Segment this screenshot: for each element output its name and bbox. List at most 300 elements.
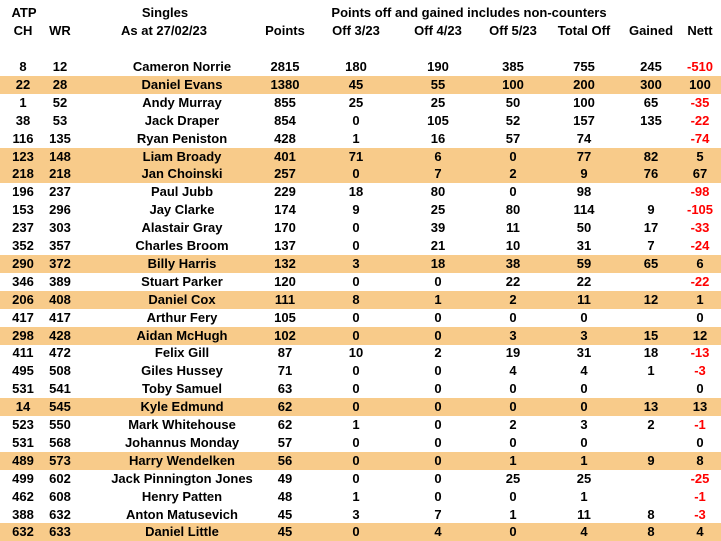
cell-nett: -3 <box>694 506 706 522</box>
cell-gained: 82 <box>643 148 659 164</box>
header-as-at: As at 27/02/23 <box>120 23 208 38</box>
cell-off-3-23: 0 <box>352 434 360 450</box>
cell-off-3-23: 0 <box>352 166 360 182</box>
cell-off-4-23: 0 <box>434 417 442 432</box>
cell-ch: 14 <box>15 399 31 415</box>
cell-off-3-23: 1 <box>352 488 360 504</box>
cell-ch: 531 <box>12 434 34 450</box>
cell-gained: 76 <box>643 166 659 182</box>
cell-points: 428 <box>274 130 296 146</box>
cell-off-4-23: 80 <box>430 184 446 200</box>
table-row <box>0 94 721 112</box>
cell-ch: 218 <box>12 166 34 182</box>
cell-ch: 237 <box>12 220 34 236</box>
cell-player-name: Stuart Parker <box>141 273 223 289</box>
cell-off-3-23: 25 <box>348 94 364 110</box>
table-row <box>0 488 721 506</box>
cell-off-4-23: 4 <box>434 524 442 540</box>
cell-ch: 499 <box>12 470 34 486</box>
cell-off-4-23: 0 <box>434 273 442 289</box>
cell-player-name: Johannus Monday <box>124 434 240 450</box>
table-row <box>0 165 721 183</box>
cell-gained: 15 <box>643 327 659 343</box>
table-row <box>0 506 721 524</box>
cell-points: 174 <box>274 202 296 218</box>
cell-gained: 1 <box>647 363 655 379</box>
cell-off-5-23: 1 <box>509 452 517 468</box>
cell-off-3-23: 0 <box>352 273 360 289</box>
cell-nett: -33 <box>690 220 710 236</box>
cell-points: 56 <box>277 452 293 468</box>
cell-player-name: Toby Samuel <box>142 381 222 397</box>
cell-points: 401 <box>274 148 296 164</box>
cell-off-3-23: 71 <box>348 148 364 164</box>
cell-points: 49 <box>277 470 293 486</box>
cell-points: 102 <box>274 327 296 343</box>
cell-off-5-23: 0 <box>509 434 517 450</box>
cell-player-name: Harry Wendelken <box>129 452 235 468</box>
cell-off-5-23: 11 <box>506 220 520 236</box>
cell-wr: 568 <box>49 434 71 450</box>
cell-wr: 545 <box>49 399 71 415</box>
cell-off-5-23: 80 <box>505 202 521 218</box>
table-row <box>0 237 721 255</box>
cell-total-off: 9 <box>580 166 588 182</box>
cell-off-5-23: 57 <box>505 130 521 146</box>
cell-nett: 6 <box>696 255 704 271</box>
cell-player-name: Daniel Cox <box>148 291 216 307</box>
table-row <box>0 398 721 416</box>
cell-player-name: Jack Draper <box>144 112 220 128</box>
cell-points: 71 <box>277 363 293 379</box>
cell-points: 2815 <box>270 59 300 74</box>
cell-off-4-23: 190 <box>427 59 449 74</box>
cell-player-name: Alastair Gray <box>141 220 223 236</box>
table-row <box>0 58 721 76</box>
cell-off-3-23: 10 <box>348 345 364 361</box>
cell-off-3-23: 1 <box>352 130 360 146</box>
cell-points: 137 <box>274 238 296 253</box>
cell-ch: 290 <box>12 255 34 271</box>
cell-nett: -510 <box>686 59 714 74</box>
cell-ch: 462 <box>12 488 34 504</box>
cell-ch: 352 <box>12 238 34 253</box>
cell-off-3-23: 0 <box>352 452 360 468</box>
cell-total-off: 1 <box>580 488 588 504</box>
cell-total-off: 3 <box>580 327 588 343</box>
cell-wr: 389 <box>49 273 71 289</box>
cell-points: 120 <box>274 273 296 289</box>
cell-nett: -98 <box>690 184 710 200</box>
cell-nett: 0 <box>696 381 704 397</box>
cell-player-name: Jay Clarke <box>149 202 215 218</box>
header-gained: Gained <box>628 23 674 38</box>
header-total-off: Total Off <box>557 23 611 38</box>
cell-total-off: 0 <box>580 381 588 397</box>
cell-wr: 237 <box>49 184 71 200</box>
cell-off-5-23: 2 <box>509 291 517 307</box>
cell-off-5-23: 52 <box>505 112 521 128</box>
cell-nett: -3 <box>694 363 706 379</box>
cell-gained: 300 <box>640 76 662 92</box>
cell-player-name: Daniel Evans <box>141 76 223 92</box>
cell-off-5-23: 100 <box>502 76 524 92</box>
cell-nett: -35 <box>690 94 710 110</box>
cell-points: 111 <box>274 291 296 307</box>
header-off-3-23: Off 3/23 <box>332 23 380 38</box>
cell-off-5-23: 25 <box>505 470 521 486</box>
cell-points: 45 <box>277 506 293 522</box>
cell-off-5-23: 10 <box>505 238 521 253</box>
cell-total-off: 100 <box>573 94 595 110</box>
cell-off-4-23: 18 <box>430 255 446 271</box>
cell-total-off: 0 <box>580 309 588 325</box>
cell-gained: 2 <box>647 417 655 432</box>
cell-off-5-23: 50 <box>505 94 521 110</box>
cell-total-off: 98 <box>576 184 592 200</box>
cell-ch: 298 <box>12 327 34 343</box>
cell-wr: 550 <box>49 417 71 432</box>
cell-total-off: 4 <box>580 524 588 540</box>
cell-off-3-23: 180 <box>345 59 367 74</box>
cell-nett: -105 <box>686 202 714 218</box>
cell-player-name: Jan Choinski <box>141 166 223 182</box>
cell-ch: 153 <box>12 202 34 218</box>
cell-total-off: 31 <box>576 345 592 361</box>
cell-off-5-23: 3 <box>509 327 517 343</box>
cell-off-4-23: 25 <box>430 94 446 110</box>
cell-wr: 508 <box>49 363 71 379</box>
cell-points: 48 <box>277 488 293 504</box>
cell-total-off: 11 <box>577 291 591 307</box>
cell-wr: 135 <box>49 130 71 146</box>
table-row <box>0 76 721 94</box>
cell-off-4-23: 0 <box>434 381 442 397</box>
cell-gained: 9 <box>647 202 655 218</box>
cell-nett: 12 <box>692 327 708 343</box>
cell-off-3-23: 0 <box>352 112 360 128</box>
table-row <box>0 273 721 291</box>
header-off-4-23: Off 4/23 <box>414 23 462 38</box>
cell-wr: 633 <box>49 524 71 540</box>
cell-nett: -22 <box>690 112 710 128</box>
cell-off-3-23: 0 <box>352 399 360 415</box>
cell-nett: 13 <box>692 399 708 415</box>
cell-nett: 1 <box>696 291 704 307</box>
cell-gained: 9 <box>647 452 655 468</box>
cell-off-5-23: 385 <box>502 59 524 74</box>
cell-points: 87 <box>277 345 293 361</box>
cell-gained: 8 <box>647 524 655 540</box>
cell-off-3-23: 9 <box>352 202 360 218</box>
cell-ch: 531 <box>12 381 34 397</box>
cell-nett: -13 <box>690 345 710 361</box>
cell-total-off: 11 <box>577 506 591 522</box>
cell-off-5-23: 4 <box>509 363 517 379</box>
header-nett: Nett <box>687 23 713 38</box>
cell-wr: 53 <box>52 112 68 128</box>
cell-nett: -24 <box>690 238 710 253</box>
cell-ch: 38 <box>15 112 31 128</box>
cell-player-name: Liam Broady <box>142 148 222 164</box>
table-row <box>0 434 721 452</box>
cell-off-5-23: 0 <box>509 524 517 540</box>
cell-gained: 135 <box>640 112 662 128</box>
cell-off-4-23: 0 <box>434 309 442 325</box>
cell-gained: 65 <box>643 94 659 110</box>
table-row <box>0 470 721 488</box>
table-row <box>0 130 721 148</box>
cell-off-3-23: 0 <box>352 363 360 379</box>
cell-total-off: 200 <box>573 76 595 92</box>
cell-player-name: Kyle Edmund <box>140 399 224 415</box>
table-row <box>0 309 721 327</box>
cell-points: 57 <box>277 434 293 450</box>
cell-gained: 18 <box>643 345 659 361</box>
cell-off-4-23: 55 <box>430 76 446 92</box>
cell-player-name: Felix Gill <box>154 345 210 361</box>
cell-total-off: 157 <box>573 112 595 128</box>
cell-points: 1380 <box>270 76 300 92</box>
cell-wr: 541 <box>49 381 71 397</box>
cell-nett: -74 <box>690 130 710 146</box>
cell-total-off: 0 <box>580 399 588 415</box>
cell-off-5-23: 0 <box>509 399 517 415</box>
cell-off-3-23: 0 <box>352 309 360 325</box>
cell-off-4-23: 6 <box>434 148 442 164</box>
table-row <box>0 380 721 398</box>
cell-points: 132 <box>274 255 296 271</box>
table-row <box>0 148 721 166</box>
cell-player-name: Charles Broom <box>135 238 229 253</box>
cell-off-4-23: 39 <box>430 220 446 236</box>
cell-ch: 388 <box>12 506 34 522</box>
cell-gained: 8 <box>647 506 655 522</box>
cell-points: 257 <box>274 166 296 182</box>
cell-nett: 5 <box>696 148 704 164</box>
cell-total-off: 4 <box>580 363 588 379</box>
cell-off-3-23: 3 <box>352 255 360 271</box>
cell-nett: 4 <box>696 524 704 540</box>
cell-off-4-23: 105 <box>427 112 449 128</box>
cell-points: 62 <box>277 417 293 432</box>
cell-nett: 100 <box>689 76 711 92</box>
cell-ch: 22 <box>15 76 31 92</box>
cell-nett: 67 <box>692 166 708 182</box>
header-singles: Singles <box>141 5 189 20</box>
cell-off-3-23: 0 <box>352 381 360 397</box>
cell-off-4-23: 0 <box>434 327 442 343</box>
cell-off-5-23: 38 <box>505 255 521 271</box>
cell-nett: -1 <box>694 488 706 504</box>
cell-player-name: Arthur Fery <box>146 309 218 325</box>
table-row <box>0 291 721 309</box>
cell-total-off: 59 <box>576 255 592 271</box>
cell-player-name: Billy Harris <box>147 255 217 271</box>
cell-off-3-23: 0 <box>352 220 360 236</box>
cell-total-off: 3 <box>580 417 588 432</box>
cell-off-5-23: 19 <box>505 345 521 361</box>
cell-player-name: Henry Patten <box>141 488 223 504</box>
cell-off-4-23: 21 <box>430 238 446 253</box>
cell-off-3-23: 8 <box>352 291 360 307</box>
cell-off-5-23: 0 <box>509 148 517 164</box>
table-row <box>0 183 721 201</box>
cell-wr: 417 <box>49 309 71 325</box>
cell-total-off: 1 <box>580 452 588 468</box>
cell-total-off: 31 <box>576 238 592 253</box>
cell-gained: 7 <box>647 238 655 253</box>
cell-wr: 52 <box>52 94 68 110</box>
cell-off-4-23: 7 <box>434 506 442 522</box>
cell-player-name: Giles Hussey <box>141 363 223 379</box>
cell-wr: 472 <box>49 345 71 361</box>
cell-nett: 0 <box>696 434 704 450</box>
cell-off-5-23: 2 <box>509 166 517 182</box>
cell-wr: 12 <box>52 59 68 74</box>
cell-points: 170 <box>274 220 296 236</box>
table-row <box>0 344 721 362</box>
cell-off-4-23: 0 <box>434 488 442 504</box>
cell-off-4-23: 1 <box>434 291 442 307</box>
cell-gained: 245 <box>640 59 662 74</box>
cell-total-off: 22 <box>576 273 592 289</box>
cell-wr: 372 <box>49 255 71 271</box>
table-row <box>0 112 721 130</box>
cell-ch: 123 <box>12 148 34 164</box>
cell-off-3-23: 0 <box>352 238 360 253</box>
cell-player-name: Andy Murray <box>142 94 222 110</box>
cell-off-3-23: 1 <box>352 417 360 432</box>
cell-wr: 573 <box>49 452 71 468</box>
table-row <box>0 255 721 273</box>
cell-wr: 357 <box>49 238 71 253</box>
cell-ch: 495 <box>12 363 34 379</box>
cell-off-3-23: 0 <box>352 327 360 343</box>
cell-points: 63 <box>277 381 293 397</box>
cell-ch: 196 <box>12 184 34 200</box>
cell-gained: 12 <box>643 291 659 307</box>
cell-wr: 602 <box>49 470 71 486</box>
cell-total-off: 50 <box>576 220 592 236</box>
header-points: Points <box>265 23 305 38</box>
cell-ch: 346 <box>12 273 34 289</box>
cell-ch: 417 <box>12 309 34 325</box>
cell-off-5-23: 0 <box>509 184 517 200</box>
cell-player-name: Ryan Peniston <box>136 130 228 146</box>
cell-player-name: Aidan McHugh <box>136 327 228 343</box>
header-atp: ATP <box>11 5 37 20</box>
cell-wr: 408 <box>49 291 71 307</box>
table-row <box>0 219 721 237</box>
cell-off-5-23: 0 <box>509 488 517 504</box>
cell-ch: 632 <box>12 524 34 540</box>
table-row <box>0 201 721 219</box>
cell-total-off: 755 <box>573 59 595 74</box>
header-ch: CH <box>13 23 33 38</box>
cell-ch: 1 <box>19 94 27 110</box>
cell-ch: 116 <box>12 130 34 146</box>
cell-wr: 428 <box>49 327 71 343</box>
cell-wr: 148 <box>49 148 71 164</box>
cell-ch: 411 <box>12 345 34 361</box>
cell-points: 45 <box>277 524 293 540</box>
cell-total-off: 74 <box>576 130 592 146</box>
cell-off-3-23: 0 <box>352 524 360 540</box>
cell-points: 105 <box>274 309 296 325</box>
cell-gained: 65 <box>643 255 659 271</box>
cell-nett: 0 <box>696 309 704 325</box>
cell-off-5-23: 0 <box>509 309 517 325</box>
cell-total-off: 114 <box>573 202 595 218</box>
table-row <box>0 327 721 345</box>
cell-ch: 206 <box>12 291 34 307</box>
cell-off-4-23: 25 <box>430 202 446 218</box>
cell-ch: 489 <box>12 452 34 468</box>
cell-off-3-23: 18 <box>348 184 364 200</box>
cell-off-4-23: 0 <box>434 399 442 415</box>
header-off-5-23: Off 5/23 <box>489 23 537 38</box>
cell-off-4-23: 0 <box>434 452 442 468</box>
cell-player-name: Paul Jubb <box>150 184 214 200</box>
cell-points: 854 <box>274 112 296 128</box>
cell-total-off: 25 <box>576 470 592 486</box>
cell-total-off: 77 <box>576 148 592 164</box>
cell-nett: -1 <box>694 417 706 432</box>
cell-off-5-23: 22 <box>505 273 521 289</box>
cell-off-5-23: 1 <box>509 506 517 522</box>
cell-nett: 8 <box>696 452 704 468</box>
cell-wr: 303 <box>49 220 71 236</box>
cell-off-4-23: 16 <box>430 130 446 146</box>
cell-gained: 17 <box>643 220 659 236</box>
cell-nett: -22 <box>690 273 710 289</box>
table-row <box>0 416 721 434</box>
cell-player-name: Anton Matusevich <box>126 506 238 522</box>
header-note: Points off and gained includes non-counters <box>331 5 607 20</box>
cell-wr: 608 <box>49 488 71 504</box>
cell-player-name: Jack Pinnington Jones <box>111 470 253 486</box>
cell-wr: 218 <box>49 166 71 182</box>
cell-points: 855 <box>274 94 296 110</box>
cell-wr: 28 <box>52 76 68 92</box>
cell-points: 62 <box>277 399 293 415</box>
cell-off-4-23: 0 <box>434 470 442 486</box>
cell-player-name: Daniel Little <box>145 524 219 540</box>
cell-player-name: Cameron Norrie <box>132 59 232 74</box>
cell-off-4-23: 7 <box>434 166 442 182</box>
table-row <box>0 523 721 541</box>
cell-nett: -25 <box>690 470 710 486</box>
cell-wr: 296 <box>49 202 71 218</box>
cell-player-name: Mark Whitehouse <box>128 417 236 432</box>
cell-gained: 13 <box>643 399 659 415</box>
cell-off-4-23: 0 <box>434 434 442 450</box>
cell-points: 229 <box>274 184 296 200</box>
cell-ch: 523 <box>12 417 34 432</box>
header-wr: WR <box>49 23 71 38</box>
cell-off-3-23: 45 <box>348 76 364 92</box>
cell-off-3-23: 3 <box>352 506 360 522</box>
cell-off-5-23: 0 <box>509 381 517 397</box>
cell-off-4-23: 2 <box>434 345 442 361</box>
cell-off-5-23: 2 <box>509 417 517 432</box>
cell-off-4-23: 0 <box>434 363 442 379</box>
table-row <box>0 362 721 380</box>
cell-ch: 8 <box>19 59 27 74</box>
table-row <box>0 452 721 470</box>
cell-off-3-23: 0 <box>352 470 360 486</box>
